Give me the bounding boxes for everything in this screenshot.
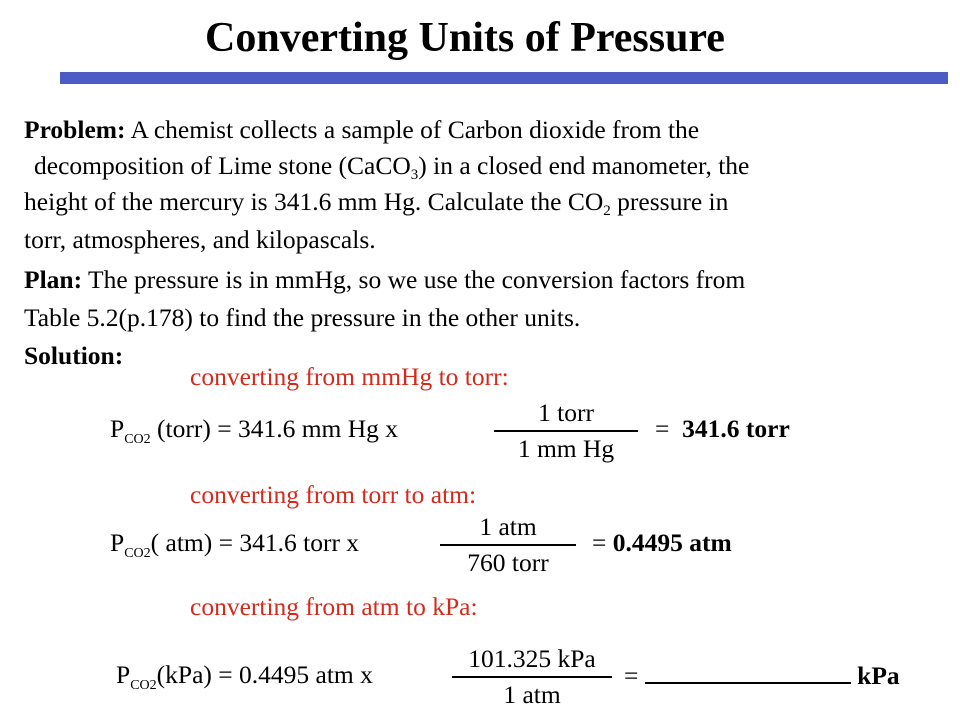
step-2-numerator: 1 atm [479,512,537,541]
problem-line-1 [24,112,699,148]
step-3-unit: kPa [857,661,900,690]
step-1-heading: converting from mmHg to torr: [190,362,509,391]
step-1-answer: 341.6 torr [682,414,790,443]
plan-label: Plan: [24,265,83,294]
problem-line-2: decomposition of Lime stone (CaCO$_3$) in a closed end manometer, the [34,151,750,183]
step-3-fraction [452,644,612,710]
step-3-result: = kPa [624,661,900,690]
plan-line-1 [24,262,745,298]
fraction-bar [494,430,638,432]
problem-text-1: A chemist collects a sample of Carbon dioxide from the [130,115,700,144]
step-2-fraction [440,512,576,578]
title-underline [60,72,948,84]
step-1-equation: $P_{CO2}$ (torr) = 341.6 mm Hg x [110,414,399,447]
plan-line-2: Table 5.2(p.178) to find the pressure in the other units. [24,303,581,332]
problem-label: Problem: [24,115,126,144]
solution-label: Solution: [24,341,124,370]
step-3-heading: converting from atm to kPa: [190,592,478,621]
fraction-bar [440,544,576,546]
step-1-fraction [494,398,638,464]
step-2-equation: $P_{CO2}$( atm) = 341.6 torr x [110,528,360,561]
step-2-answer: 0.4495 atm [612,528,732,557]
step-3-equation: $P_{CO2}(kPa) = 0.4495$ atm x [116,660,373,693]
plan-text-1: The pressure is in mmHg, so we use the conversion factors from [88,265,746,294]
page-title: Converting Units of Pressure [205,15,725,61]
step-1-denominator: 1 mm Hg [517,434,615,463]
step-3-numerator: 101.325 kPa [468,644,596,673]
step-2-heading: converting from torr to atm: [190,480,477,509]
step-2-result: = 0.4495 atm [592,528,732,557]
answer-blank [645,660,851,684]
problem-line-4: torr, atmospheres, and kilopascals. [24,225,376,254]
fraction-bar [452,676,612,678]
step-3-denominator: 1 atm [503,680,561,709]
step-2-denominator: 760 torr [467,548,549,577]
step-1-result: = 341.6 torr [655,414,790,443]
step-1-numerator: 1 torr [538,398,594,427]
problem-line-3: height of the mercury is 341.6 mm Hg. Calculate the $CO_2$ pressure in [24,187,729,219]
